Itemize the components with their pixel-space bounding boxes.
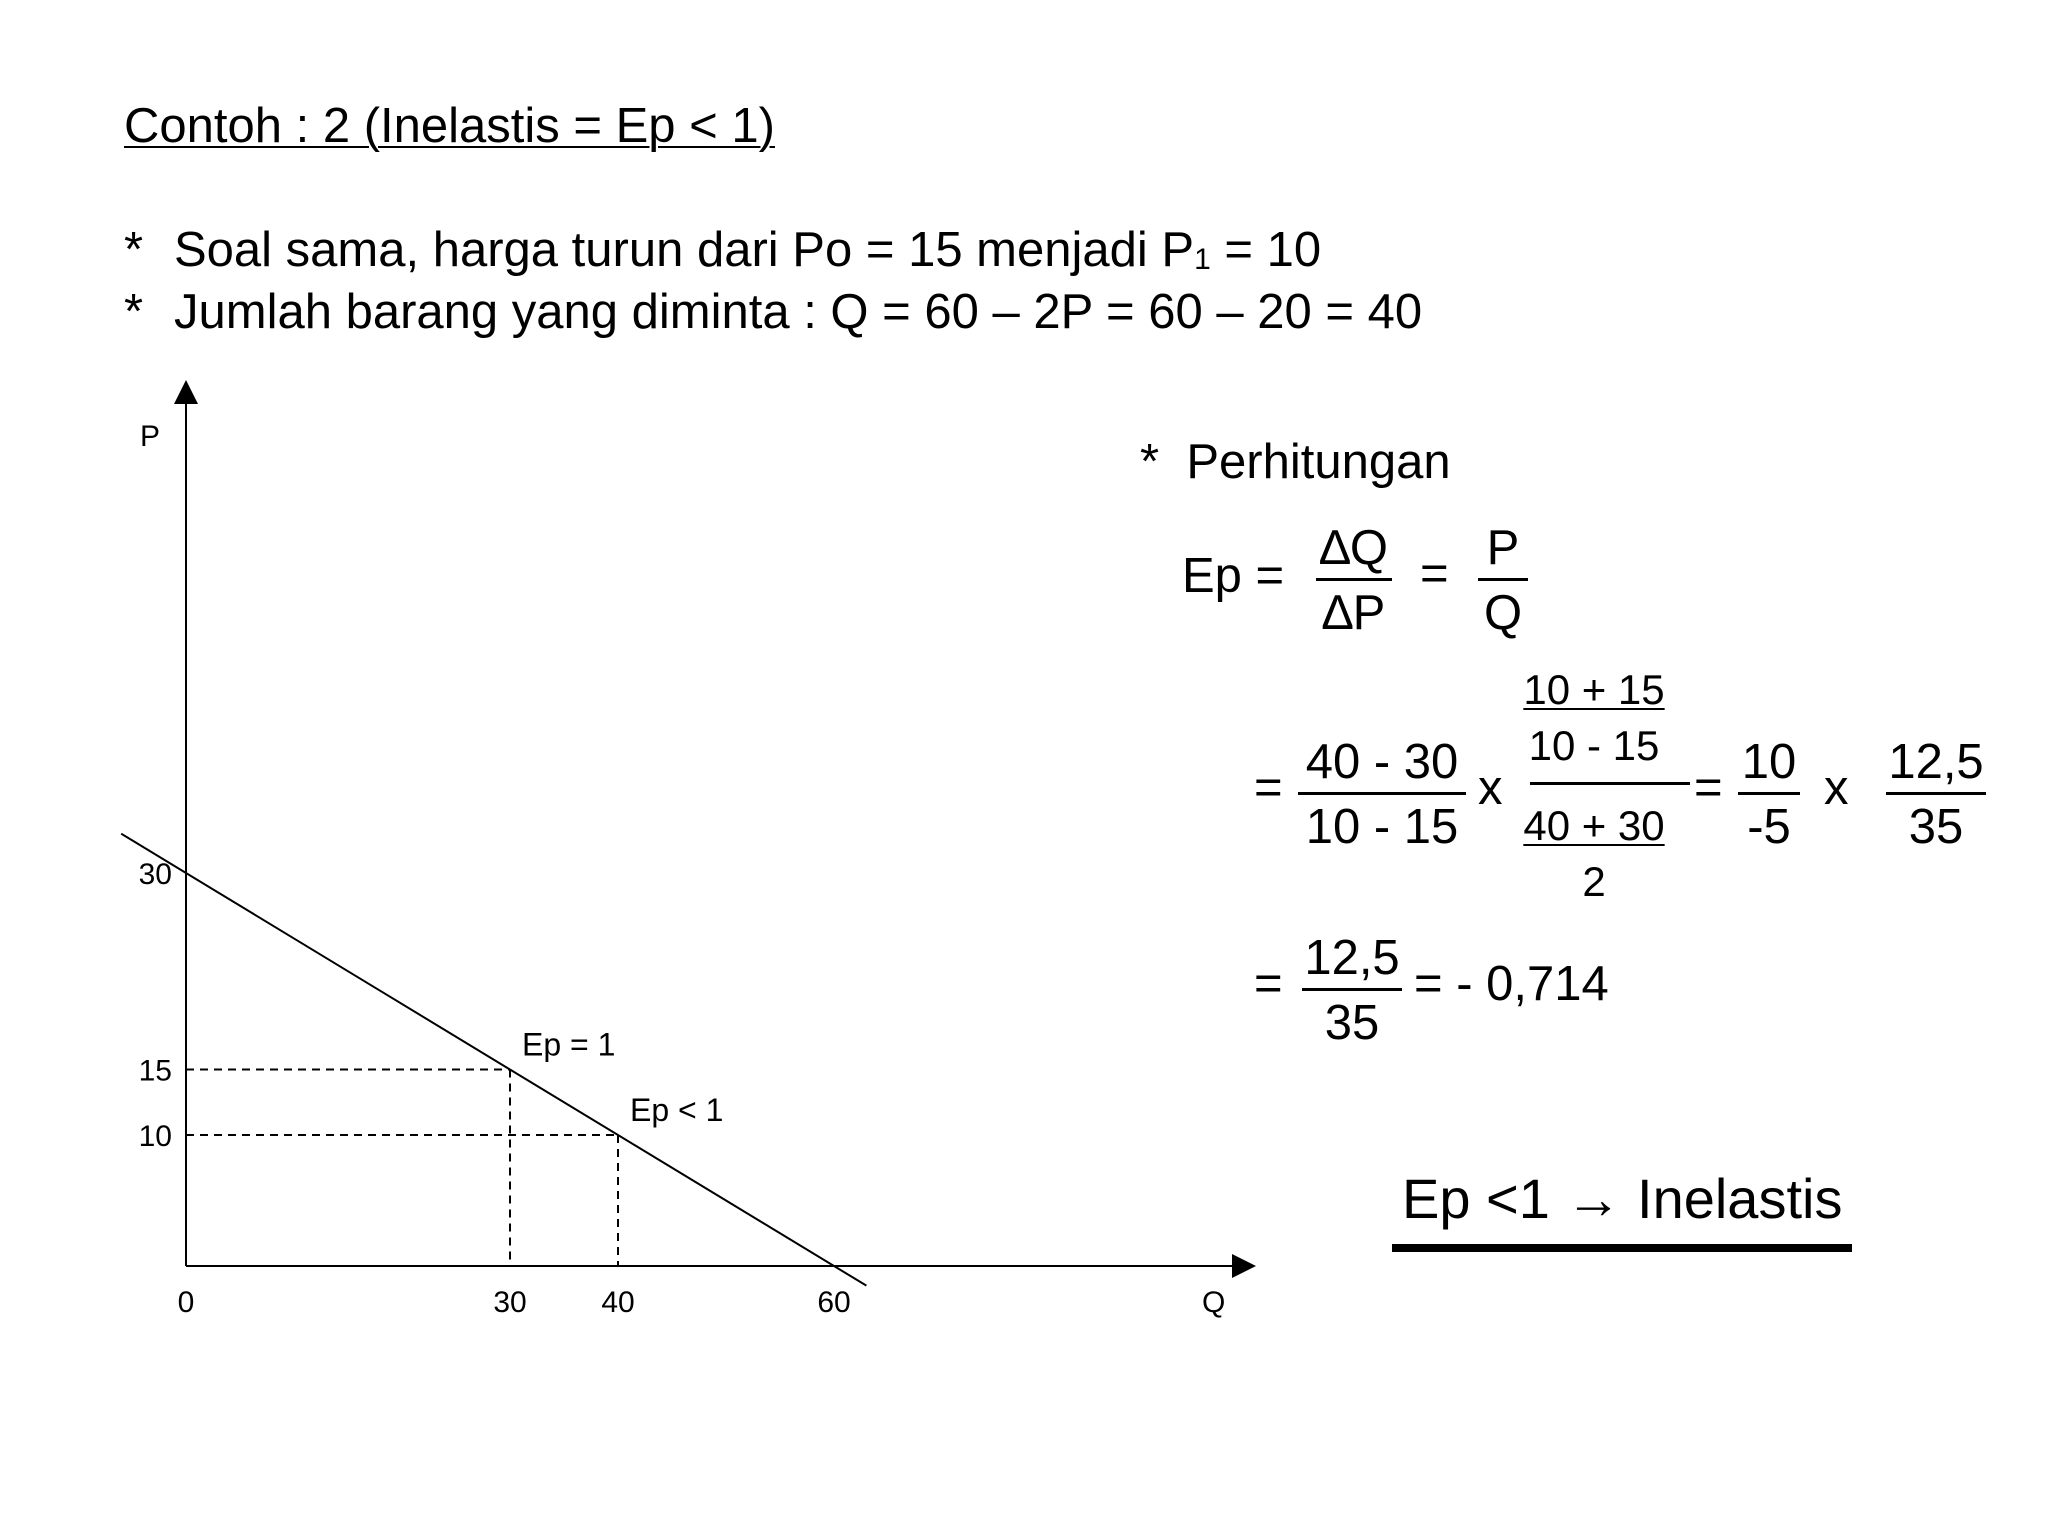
y-axis-label: P (140, 420, 161, 453)
y-tick-label: 15 (138, 1054, 172, 1088)
x-axis-label: Q (1202, 1286, 1226, 1319)
compound-top-lower: 10 - 15 (1528, 722, 1660, 769)
calc-heading (1140, 434, 1451, 490)
step2-result: = - 0,714 (1414, 957, 1609, 1011)
step1-fraction3 (1738, 734, 1800, 855)
step2-num: 12,5 (1302, 930, 1402, 991)
elasticity-label: Ep = 1 (522, 1026, 616, 1063)
formula-fraction-pq (1478, 520, 1528, 641)
calc-heading-text: Perhitungan (1186, 435, 1451, 489)
calc-marker: * (1140, 435, 1160, 489)
step1-den: 10 - 15 (1305, 800, 1459, 854)
step1-fraction (1298, 734, 1466, 855)
formula-p: P (1478, 520, 1528, 581)
bullet-marker: * (124, 285, 144, 339)
step1-equals: = (1254, 761, 1283, 815)
step1-frac4-num: 12,5 (1886, 734, 1986, 795)
formula-equals: = (1420, 547, 1449, 601)
step2-den: 35 (1324, 996, 1380, 1050)
conclusion-underline (1392, 1244, 1852, 1252)
conclusion: Ep <1 → Inelastis (1402, 1167, 1843, 1230)
demand-line (121, 834, 866, 1286)
bullet-price-suffix: = 10 (1210, 223, 1322, 277)
step1-frac3-num: 10 (1738, 734, 1800, 795)
step1-equals2: = (1694, 761, 1723, 815)
step1-times2: x (1824, 761, 1849, 815)
step2-fraction (1302, 930, 1402, 1051)
p1-subscript: 1 (1194, 243, 1211, 276)
compound-top-num: 10 + 15 (1523, 666, 1665, 713)
y-tick-label: 30 (138, 858, 172, 891)
compound-main-bar (1530, 782, 1690, 785)
x-tick-label: 0 (177, 1286, 195, 1319)
delta-q: ∆Q (1316, 520, 1392, 581)
x-tick-label: 60 (817, 1286, 851, 1319)
bullet-price-text: Soal sama, harga turun dari Po = 15 menjadi P (174, 223, 1195, 277)
compound-bottom-lower: 2 (1582, 858, 1606, 905)
formula-q: Q (1483, 586, 1523, 640)
x-tick-label: 40 (601, 1286, 635, 1319)
step1-num: 40 - 30 (1298, 734, 1466, 795)
delta-p: ∆P (1322, 586, 1386, 640)
step1-frac3-den: -5 (1747, 800, 1791, 854)
page-title: Contoh : 2 (Inelastis = Ep < 1) (124, 99, 775, 153)
bullet-marker: * (124, 223, 144, 277)
step2-equals: = (1254, 957, 1283, 1011)
y-tick-label: 10 (138, 1120, 172, 1153)
formula-lhs: Ep = (1182, 549, 1285, 603)
elasticity-label: Ep < 1 (630, 1092, 724, 1128)
step1-frac4-den: 35 (1908, 800, 1964, 854)
step1-fraction4 (1886, 734, 1986, 855)
formula-fraction-delta (1316, 520, 1392, 641)
step1-times: x (1478, 761, 1503, 815)
compound-top-upper (1520, 666, 1668, 714)
bullet-quantity-text: Jumlah barang yang diminta : Q = 60 – 2P = 60 – 20 = 40 (174, 285, 1423, 339)
compound-bottom-upper (1520, 802, 1668, 850)
compound-bottom-num: 40 + 30 (1523, 802, 1665, 849)
x-tick-label: 30 (493, 1286, 527, 1319)
